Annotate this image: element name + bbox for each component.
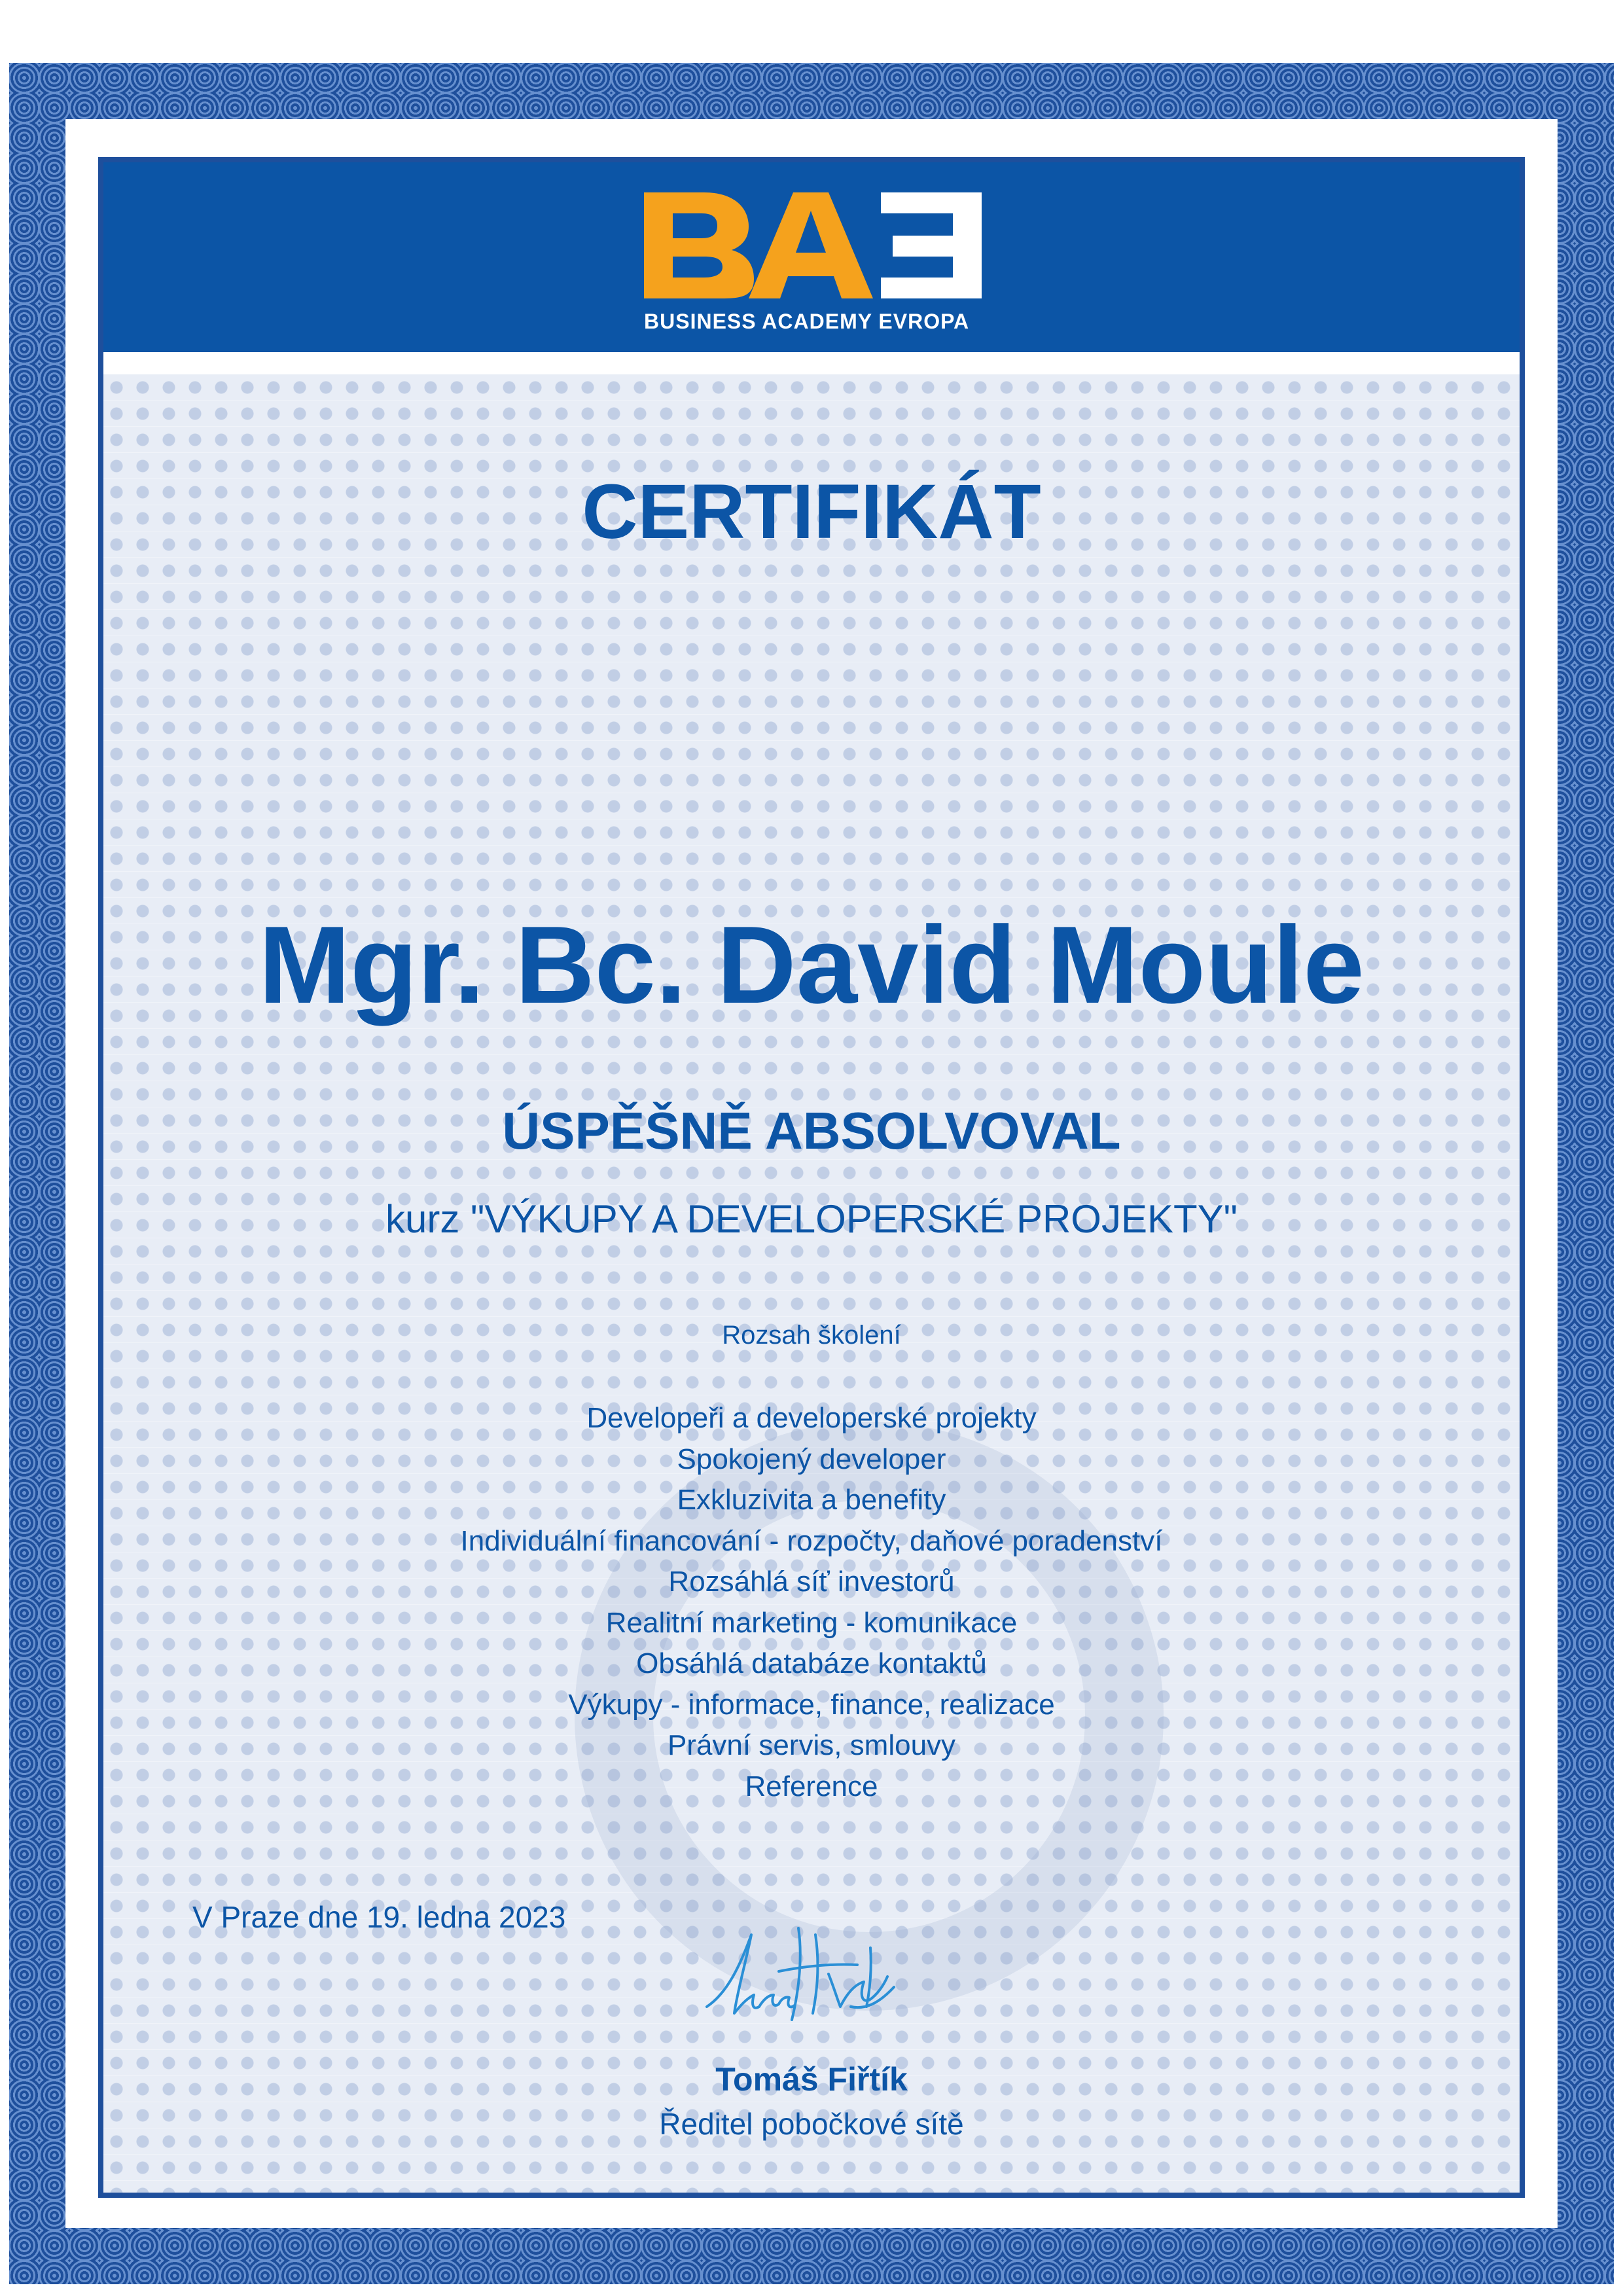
bae-logo-letters xyxy=(644,188,984,300)
signer-name: Tomáš Fiřtík xyxy=(715,2061,908,2098)
scope-item: Individuální financování - rozpočty, daňové poradenství xyxy=(460,1524,1163,1557)
bae-logo xyxy=(644,188,984,339)
certificate-border xyxy=(9,63,1614,2284)
course-name: kurz "VÝKUPY A DEVELOPERSKÉ PROJEKTY" xyxy=(385,1197,1238,1241)
scope-item: Developeři a developerské projekty xyxy=(586,1402,1037,1434)
completion-status: ÚSPĚŠNĚ ABSOLVOVAL xyxy=(502,1102,1121,1160)
handwritten-signature xyxy=(700,1909,910,2039)
brand-name xyxy=(644,310,984,334)
issue-date: V Praze dne 19. ledna 2023 xyxy=(192,1900,566,1934)
scope-item: Právní servis, smlouvy xyxy=(667,1729,956,1761)
scope-item: Rozsáhlá síť investorů xyxy=(668,1566,955,1598)
scope-item: Exkluzivita a benefity xyxy=(677,1484,946,1516)
training-scope-title: Rozsah školení xyxy=(722,1321,901,1350)
signer-role: Ředitel pobočkové sítě xyxy=(659,2107,964,2141)
recipient-name: Mgr. Bc. David Moule xyxy=(259,903,1364,1026)
scope-item: Obsáhlá databáze kontaktů xyxy=(636,1647,987,1679)
scope-item: Reference xyxy=(745,1770,878,1803)
brand-name-regular: BUSINESS ACADEMY xyxy=(644,310,879,333)
scope-item: Výkupy - informace, finance, realizace xyxy=(568,1688,1055,1721)
certificate-inner-frame xyxy=(98,157,1525,2198)
scope-item: Spokojený developer xyxy=(677,1443,946,1475)
header-banner xyxy=(103,162,1520,352)
scope-item: Realitní marketing - komunikace xyxy=(605,1606,1018,1639)
brand-name-bold: EVROPA xyxy=(878,310,970,333)
training-scope-list xyxy=(103,1398,1520,1807)
certificate-title: CERTIFIKÁT xyxy=(582,469,1041,555)
